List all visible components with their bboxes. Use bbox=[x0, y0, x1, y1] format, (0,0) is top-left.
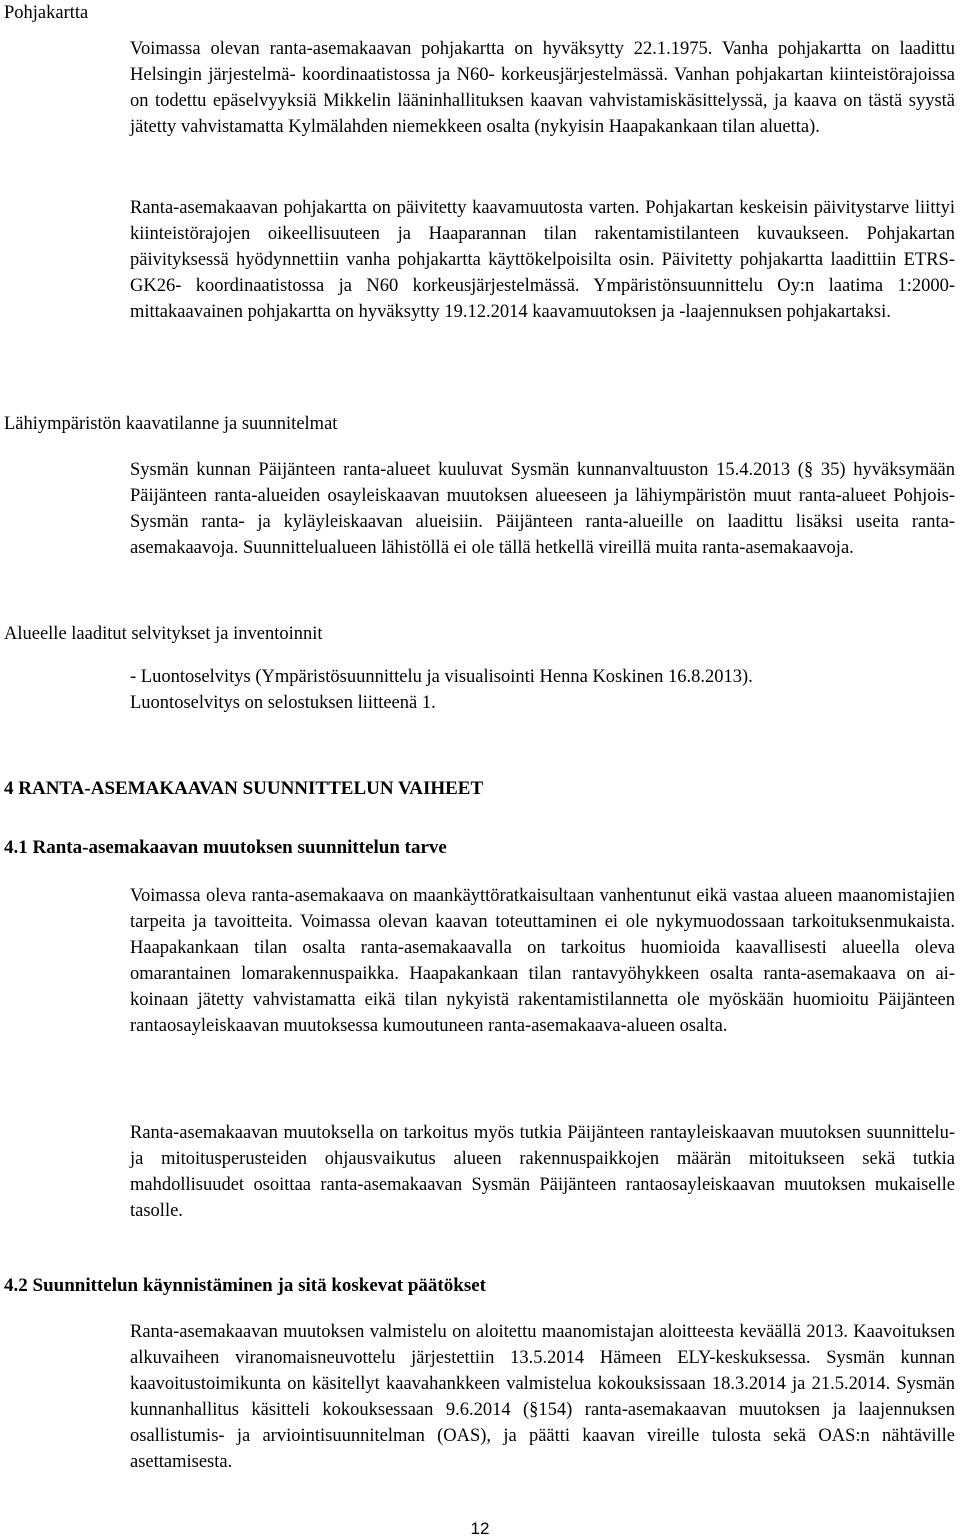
selvitys-line-2: Luontoselvitys on selostuksen liitteenä 1. bbox=[130, 693, 436, 713]
paragraph-pohjakartta-1: Voimassa olevan ranta-asemakaavan pohjakartta on hyväksytty 22.1.1975. Vanha pohjakartta on laadittu Helsingin järjestelmä- koordinaatistossa ja N60- korkeusjärjestelmässä. Vanhan pohjakartan kiinteistörajoissa on todettu epäselvyyksiä Mikkelin lääninhallituksen kaavan vahvistamiskäsittelyssä, ja kaava on tästä syystä jätetty vahvistamatta Kylmälahden niemekkeen osalta (nykyisin Haapakankaan tilan aluetta). bbox=[130, 39, 955, 137]
paragraph-4-2: Ranta-asemakaavan muutoksen valmistelu on aloitettu maanomistajan aloitteesta keväällä 2013. Kaavoituksen alkuvaiheen viranomaisneuvottelu järjestettiin 13.5.2014 Hämeen ELY-keskuksessa. Sysmän kunnan kaavoitustoimikunta on käsitellyt kaavahankkeen valmistelua kokouksissaan 18.3.2014 ja 21.5.2014. Sysmän kunnanhallitus käsitteli kokouksessaan 9.6.2014 (§154) ranta-asemakaavan muutoksen ja laajennuksen osallistumis- ja arviointisuunnitelman (OAS), ja päätti kaavan vireille tulosta sekä OAS:n nähtäville asettamisesta. bbox=[130, 1322, 955, 1472]
chapter-4-heading: 4 RANTA-ASEMAKAAVAN SUUNNITTELUN VAIHEET bbox=[4, 778, 484, 799]
heading-pohjakartta: Pohjakartta bbox=[4, 3, 89, 23]
heading-lahiymparisto: Lähiympäristön kaavatilanne ja suunnitelmat bbox=[4, 414, 338, 434]
paragraph-4-1-1: Voimassa oleva ranta-asemakaava on maankäyttöratkaisultaan vanhentunut eikä vastaa alueen maanomistajien tarpeita ja tavoitteita. Voimassa olevan kaavan toteuttaminen ei ole nykymuodossaan tarkoituksenmukaista. Haapakankaan tilan osalta ranta-asemakaavalla on tarkoitus huomioida kaavallisesti alueella oleva omarantainen lomarakennuspaikka. Haapakankaan tilan rantavyöhykkeen osalta ranta-asemakaava on aikoinaan jätetty vahvistamatta eikä tilan nykyistä rakentamistilannetta ole myöskään huomioitu Päijänteen rantaosayleiskaavan muutoksessa kumoutuneen ranta-asemakaava-alueen osalta. bbox=[130, 886, 955, 1036]
section-4-1-heading: 4.1 Ranta-asemakaavan muutoksen suunnittelun tarve bbox=[4, 837, 447, 858]
paragraph-lahiymparisto: Sysmän kunnan Päijänteen ranta-alueet kuuluvat Sysmän kunnanvaltuuston 15.4.2013 (§ 35) hyväksymään Päijänteen ranta-alueiden osayleiskaavan muutoksen alueeseen ja lähiympäristön muut ranta-alueet Pohjois-Sysmän ranta- ja kyläyleiskaavan alueisiin. Päijänteen ranta-alueille on laadittu lisäksi useita ranta-asemakaavoja. Suunnittelualueen lähistöllä ei ole tällä hetkellä vireillä muita ranta-asemakaavoja. bbox=[130, 460, 955, 558]
selvitys-line-1: - Luontoselvitys (Ympäristösuunnittelu ja visualisointi Henna Koskinen 16.8.2013). bbox=[130, 667, 753, 687]
page-number: 12 bbox=[470, 1519, 490, 1538]
paragraph-4-1-2: Ranta-asemakaavan muutoksella on tarkoitus myös tutkia Päijänteen rantayleiskaavan muutoksen suunnittelu- ja mitoitusperusteiden ohjausvaikutus alueen rakennuspaikkojen määrän mitoitukseen sekä tutkia mahdollisuudet osoittaa ranta-asemakaavan Sysmän Päijänteen rantaosayleiskaavan muutoksen mukaiselle tasolle. bbox=[130, 1123, 955, 1221]
heading-selvitykset: Alueelle laaditut selvitykset ja inventoinnit bbox=[4, 624, 323, 644]
section-4-2-heading: 4.2 Suunnittelun käynnistäminen ja sitä koskevat päätökset bbox=[4, 1275, 486, 1296]
paragraph-pohjakartta-2: Ranta-asemakaavan pohjakartta on päivitetty kaavamuutosta varten. Pohjakartan keskeisin päivitystarve liittyi kiinteistörajojen oikeellisuuteen ja Haaparannan tilan rakentamistilanteen kuvaukseen. Pohjakartan päivityksessä hyödynnettiin vanha pohjakartta käyttökelpoisilta osin. Päivitetty pohjakartta laadittiin ETRS-GK26- koordinaatistossa ja N60 korkeusjärjestelmässä. Ympäristönsuunnittelu Oy:n laatima 1:2000-mittakaavainen pohjakartta on hyväksytty 19.12.2014 kaavamuutoksen ja -laajennuksen pohjakartaksi. bbox=[130, 198, 955, 322]
